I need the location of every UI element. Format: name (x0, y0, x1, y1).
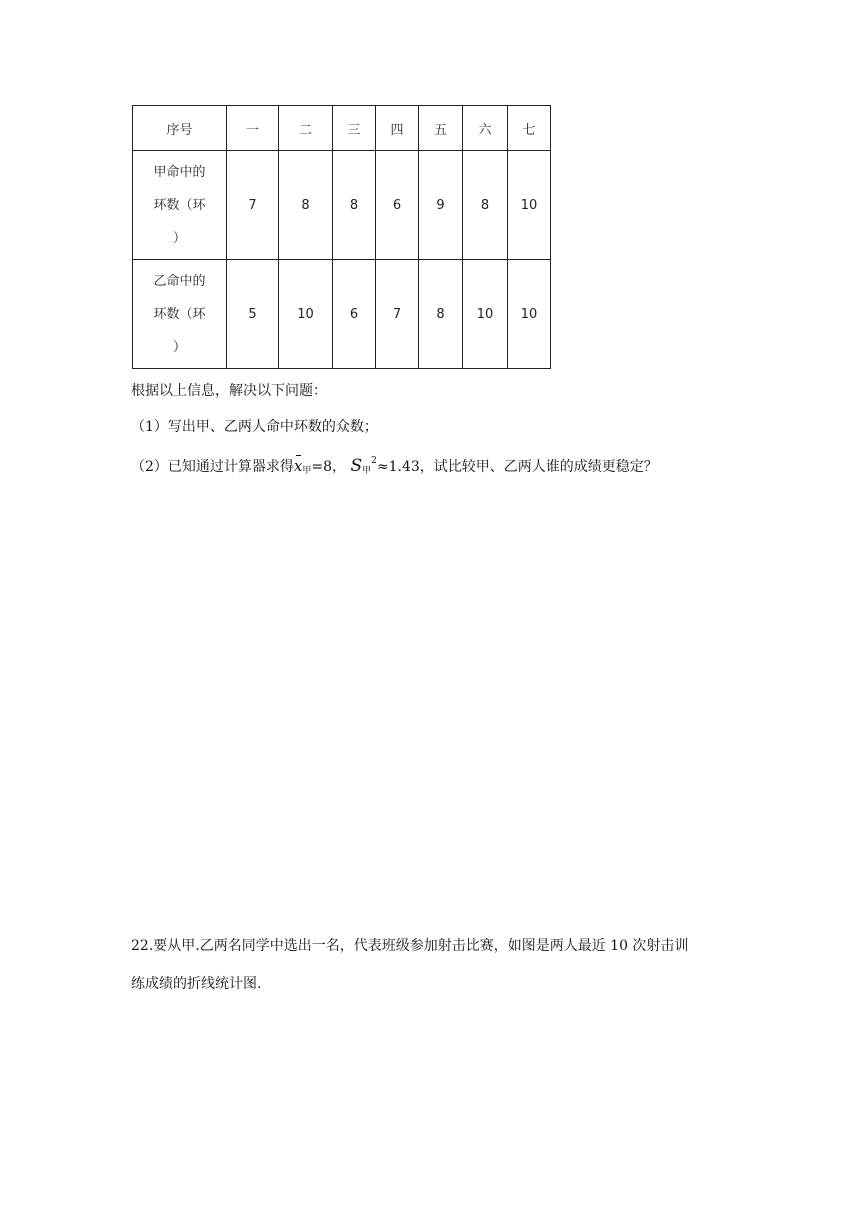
table-cell: 8 (333, 151, 376, 260)
header-cell: 一 (227, 106, 279, 151)
row-label-line: ） (172, 339, 186, 355)
row-label-line: 甲命中的 (153, 164, 206, 180)
table-cell: 10 (279, 260, 333, 369)
header-cell: 六 (463, 106, 508, 151)
row-label-line: 乙命中的 (153, 273, 206, 289)
table-header-row (133, 106, 551, 151)
table-row-yi (133, 260, 551, 369)
table-cell: 8 (419, 260, 463, 369)
row-label-line: 环数（环 (153, 197, 206, 213)
score-table (132, 105, 551, 369)
table-cell: 9 (419, 151, 463, 260)
row-label-line: 环数（环 (153, 306, 206, 322)
header-cell: 三 (333, 106, 376, 151)
row-label-jia (133, 151, 227, 260)
question-2 (131, 456, 658, 476)
variance-symbol: S (350, 456, 363, 476)
variance-subscript: 甲 (362, 466, 372, 476)
question-22-line-2: 练成绩的折线统计图. (131, 976, 262, 992)
row-label-yi (133, 260, 227, 369)
header-cell: 二 (279, 106, 333, 151)
question-1: （1）写出甲、乙两人命中环数的众数； (131, 419, 378, 435)
table-cell: 10 (508, 151, 551, 260)
table-row-jia (133, 151, 551, 260)
row-label-line: ） (172, 230, 186, 246)
table-cell: 7 (227, 151, 279, 260)
question-22-line-1: 22.要从甲.乙两名同学中选出一名，代表班级参加射击比赛，如图是两人最近 10 次射击训 (131, 938, 689, 954)
table-cell: 6 (376, 151, 419, 260)
table-cell: 7 (376, 260, 419, 369)
table-cell: 10 (508, 260, 551, 369)
table-cell: 8 (279, 151, 333, 260)
header-cell: 五 (419, 106, 463, 151)
header-cell: 七 (508, 106, 551, 151)
intro-text: 根据以上信息，解决以下问题： (131, 383, 327, 399)
mean-subscript: 甲 (302, 466, 312, 476)
variance-superscript: 2 (371, 456, 377, 466)
q2-suffix: ≈1.43，试比较甲、乙两人谁的成绩更稳定？ (376, 459, 658, 475)
q2-prefix: （2）已知通过计算器求得 (131, 459, 294, 475)
table-cell: 10 (463, 260, 508, 369)
table-cell: 8 (463, 151, 508, 260)
header-cell: 序号 (133, 106, 227, 151)
mean-symbol (294, 457, 302, 475)
table-cell: 5 (227, 260, 279, 369)
table-cell: 6 (333, 260, 376, 369)
header-cell: 四 (376, 106, 419, 151)
mean-value: =8， (311, 459, 347, 475)
x-letter: x (293, 457, 303, 475)
